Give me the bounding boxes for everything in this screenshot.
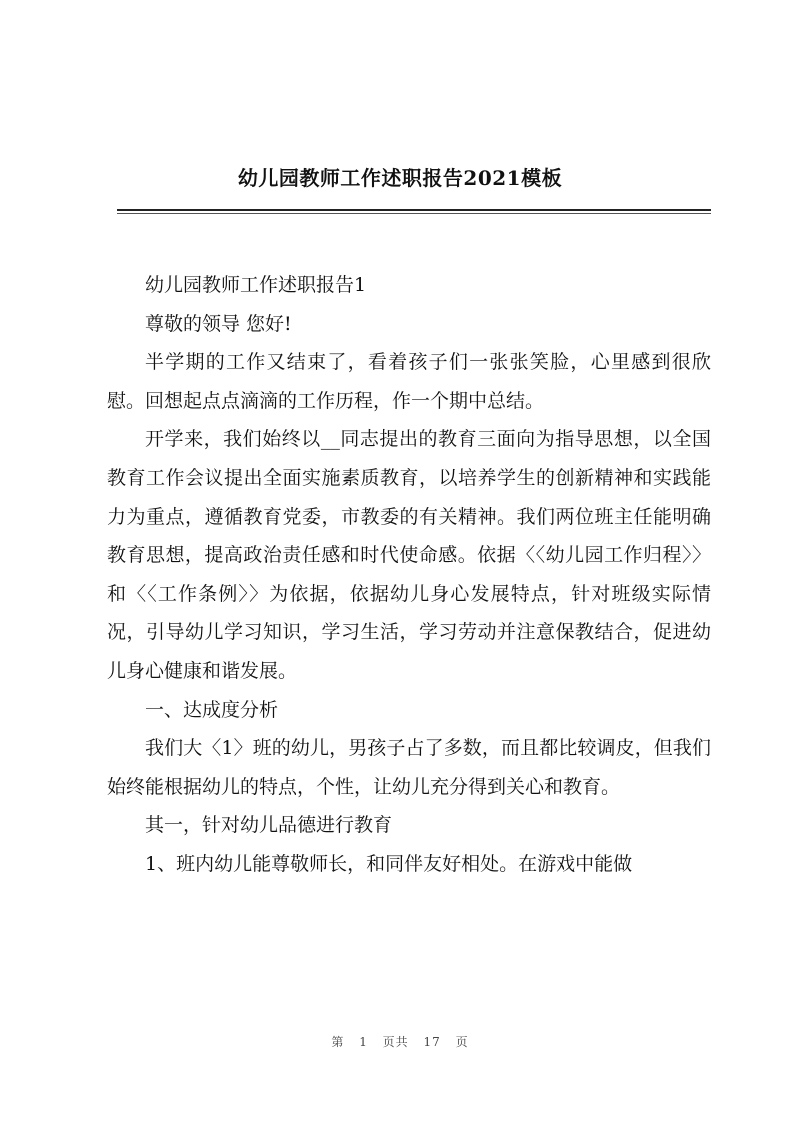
footer-page-unit: 页共 <box>382 1035 409 1049</box>
body-paragraph: 半学期的工作又结束了，看着孩子们一张张笑脸，心里感到很欣慰。回想起点点滴滴的工作历程，作一个期中总结。 <box>107 351 711 412</box>
footer-total-unit: 页 <box>455 1035 469 1049</box>
body-paragraph: 1、班内幼儿能尊敬师长，和同伴友好相处。在游戏中能做 <box>145 852 633 875</box>
subsection-heading: 其一，针对幼儿品德进行教育 <box>145 814 393 837</box>
section-heading: 一、达成度分析 <box>145 698 279 721</box>
footer-page-number: 1 <box>359 1035 368 1049</box>
section-heading: 幼儿园教师工作述职报告1 <box>145 274 367 296</box>
page-footer <box>0 1033 800 1050</box>
footer-total-pages: 17 <box>423 1035 441 1049</box>
title-divider-thin <box>117 213 711 214</box>
title-divider-thick <box>117 209 711 211</box>
document-body <box>107 266 711 884</box>
document-title: 幼儿园教师工作述职报告2021模板 <box>237 166 563 190</box>
body-paragraph: 开学来，我们始终以__同志提出的教育三面向为指导思想，以全国教育工作会议提出全面实施素质教育，以培养学生的创新精神和实践能力为重点，遵循教育党委，市教委的有关精神。我们两位班主任能明确教育思想，提高政治责任感和时代使命感。依据〈〈幼儿园工作归程〉〉和〈〈工作条例〉〉为依据，依据幼儿身心发展特点，针对班级实际情况，引导幼儿学习知识，学习生活，学习劳动并注意保教结合，促进幼儿身心健康和谐发展。 <box>107 428 711 682</box>
body-paragraph: 我们大〈1〉班的幼儿，男孩子占了多数，而且都比较调皮，但我们始终能根据幼儿的特点，个性，让幼儿充分得到关心和教育。 <box>107 737 711 798</box>
salutation: 尊敬的领导 您好! <box>145 312 292 335</box>
footer-page-label: 第 <box>331 1035 345 1049</box>
